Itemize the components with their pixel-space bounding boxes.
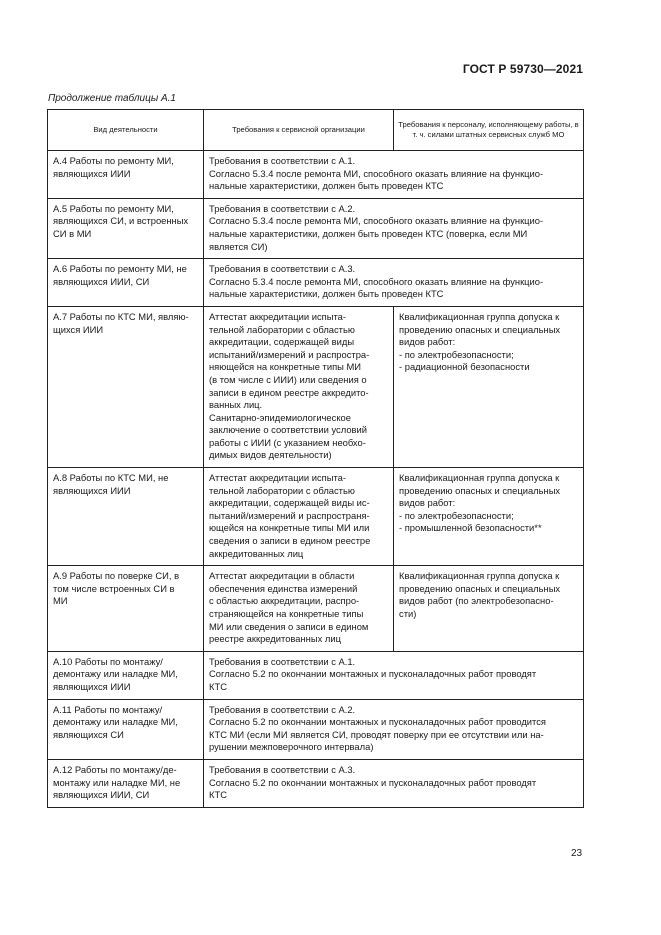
org-requirements-cell: Требования в соответствии с А.1. Согласно 5.2 по окончании монтажных и пусконаладочных работ проводят КТС (204, 651, 584, 699)
activity-cell: А.5 Работы по ремонту МИ, являющихся СИ, и встроенных СИ в МИ (48, 198, 204, 258)
table-row (48, 651, 584, 699)
org-requirements-cell: Требования в соответствии с А.3. Согласно 5.3.4 после ремонта МИ, способного оказать влияние на функцио- нальные характеристики, должен быть проведен КТС (204, 259, 584, 307)
header-activity: Вид деятельности (48, 110, 204, 151)
activity-cell: А.8 Работы по КТС МИ, не являющихся ИИИ (48, 468, 204, 566)
activity-cell: А.6 Работы по ремонту МИ, не являющихся ИИИ, СИ (48, 259, 204, 307)
activity-cell: А.9 Работы по поверке СИ, в том числе встроенных СИ в МИ (48, 566, 204, 652)
table-row (48, 699, 584, 759)
org-requirements-cell: Требования в соответствии с А.3. Согласно 5.2 по окончании монтажных и пусконаладочных работ проводят КТС (204, 759, 584, 807)
page-number: 23 (571, 848, 583, 859)
org-requirements-cell: Требования в соответствии с А.1. Согласно 5.3.4 после ремонта МИ, способного оказать влияние на функцио- нальные характеристики, должен быть проведен КТС (204, 151, 584, 199)
org-requirements-cell: Требования в соответствии с А.2. Согласно 5.2 по окончании монтажных и пусконаладочных работ проводится КТС МИ (если МИ является СИ, проводят поверку при ее отсутствии или на- рушении межповерочного интервала) (204, 699, 584, 759)
staff-requirements-cell: Квалификационная группа допуска к проведению опасных и специальных видов работ: - по электробезопасности; - радиационной безопасности (394, 306, 584, 467)
table-row (48, 566, 584, 652)
activity-cell: А.11 Работы по монтажу/ демонтажу или наладке МИ, являющихся СИ (48, 699, 204, 759)
table-row (48, 198, 584, 258)
org-requirements-cell: Требования в соответствии с А.2. Согласно 5.3.4 после ремонта МИ, способного оказать влияние на функцио- нальные характеристики, должен быть проведен КТС (поверка, если МИ является СИ) (204, 198, 584, 258)
table-row (48, 259, 584, 307)
document-standard-header: ГОСТ Р 59730—2021 (462, 62, 583, 76)
table-caption: Продолжение таблицы А.1 (48, 93, 176, 104)
table-row (48, 306, 584, 467)
org-requirements-cell: Аттестат аккредитации испыта- тельной лаборатории с областью аккредитации, содержащей виды испытаний/измерений и распростра- няющейся на конкретные типы МИ (в том числе с ИИИ) или сведения о записи в едином реестре аккредито- ванных лиц. Санитарно-эпидемиологическое заключение о соответствии условий работы с ИИИ (с указанием необхо- димых видов деятельности) (204, 306, 394, 467)
table-row (48, 151, 584, 199)
activity-cell: А.4 Работы по ремонту МИ, являющихся ИИИ (48, 151, 204, 199)
activity-cell: А.7 Работы по КТС МИ, являю- щихся ИИИ (48, 306, 204, 467)
org-requirements-cell: Аттестат аккредитации в области обеспечения единства измерений с областью аккредитации, распро- страняющейся на конкретные типы МИ или сведения о записи в едином реестре аккредитованных лиц (204, 566, 394, 652)
header-staff-requirements: Требования к персоналу, исполняющему работы, в т. ч. силами штатных сервисных служб МО (394, 110, 584, 151)
table-row (48, 759, 584, 807)
requirements-table (47, 109, 584, 808)
activity-cell: А.12 Работы по монтажу/де- монтажу или наладке МИ, не являющихся ИИИ, СИ (48, 759, 204, 807)
table-row (48, 468, 584, 566)
staff-requirements-cell: Квалификационная группа допуска к проведению опасных и специальных видов работ (по электробезопасно- сти) (394, 566, 584, 652)
header-org-requirements: Требования к сервисной организации (204, 110, 394, 151)
activity-cell: А.10 Работы по монтажу/ демонтажу или наладке МИ, являющихся ИИИ (48, 651, 204, 699)
org-requirements-cell: Аттестат аккредитации испыта- тельной лаборатории с областью аккредитации, содержащей виды ис- пытаний/измерений и распространя- ющейся на конкретные типы МИ или сведения о записи в едином реестре аккредитованных лиц (204, 468, 394, 566)
staff-requirements-cell: Квалификационная группа допуска к проведению опасных и специальных видов работ: - по электробезопасности; - промышленной безопасности** (394, 468, 584, 566)
table-header-row (48, 110, 584, 151)
